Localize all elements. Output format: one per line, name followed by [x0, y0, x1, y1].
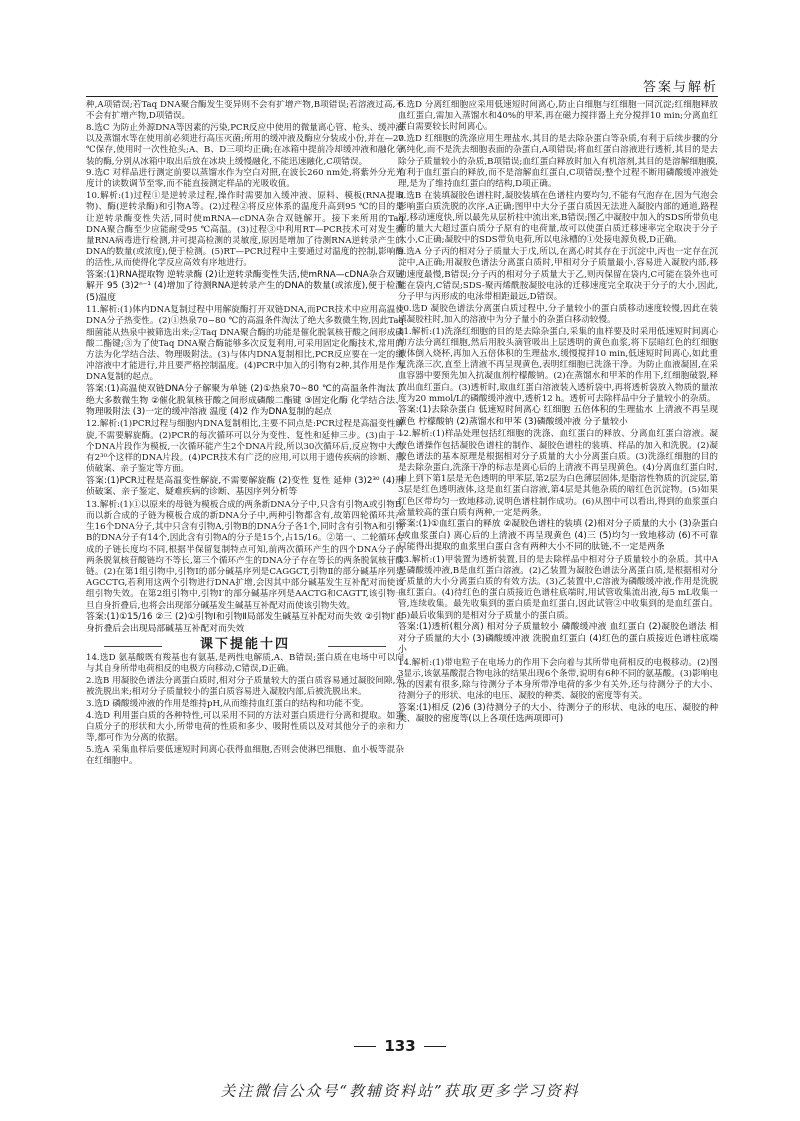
answer-item: 种,A项错误;若Taq DNA聚合酶发生变异则不会有扩增产物,B项错误;若溶液过高,不不会有扩增产物,D项错误。 [86, 100, 404, 122]
answer-item: 14.选D 氨基酸既有羧基也有氨基,是两性电解质,A、B错误;蛋白质在电场中可以向与其自身所带电荷相反的电极方向移动,C错误,D正确。 [86, 653, 404, 675]
answer-item: 3.选D 磷酸缓冲液的作用是维持pH,从而维持血红蛋白的结构和功能不变。 [86, 699, 369, 710]
answer-key: 答案:(1)RNA提取物 逆转录酶 (2)让逆转录酶变性失活,使mRNA—cDNA杂合双链解开 95 (3)2ⁿ⁻¹ (4)增加了待测RNA逆转录产生的DNA的数量(或浓度),便于检测 (5)温度 [86, 270, 404, 303]
answer-item: 2.选B 用凝胶色谱法分离蛋白质时,相对分子质量较大的蛋白质容易通过凝胶间隙,先被洗脱出来;相对分子质量较小的蛋白质容易进入凝胶内部,后被洗脱出来。 [86, 676, 404, 698]
page-number-dash [424, 1046, 446, 1047]
page-number-dash [354, 1046, 376, 1047]
section-subheading: 课下提能十四 [86, 639, 404, 650]
answer-item: 12.解析:(1)样品处理包括红细胞的洗涤、血红蛋白的释放、分离血红蛋白溶液。凝胶色谱操作包括凝胶色谱柱的制作、凝胶色谱柱的装填、样品的加入和洗脱。(2)凝胶色谱法的基本原理是根据相对分子质量的大小分离蛋白质。(3)洗涤红细胞的目的是去除杂蛋白,洗涤干净的标志是离心后的上清液不再呈现黄色。(4)分离血红蛋白时,由上到下第1层是无色透明的甲苯层,第2层为白色薄层固体,是脂溶性物质的沉淀层,第3层是红色透明液体,这是血红蛋白溶液,第4层是其他杂质的暗红色沉淀物。(5)如果红色区带均匀一致地移动,说明色谱柱制作成功。(6)从图中可以看出,得到的血浆蛋白含量较高的蛋白质有两种,一定是两条。 [398, 429, 718, 518]
answer-key: 答案:(1)去除杂蛋白 低速短时间离心 红细胞 五倍体积的生理盐水 上清液不再呈现黄色 柠檬酸钠 (2)蒸馏水和甲苯 (3)磷酸缓冲液 分子量较小 [398, 405, 718, 427]
answer-item: 10.选D 凝胶色谱法分离蛋白质过程中,分子量较小的蛋白质移动速度较慢,因此在装填凝胶柱时,加入的溶液中为分子量小的杂蛋白移动较慢。 [398, 303, 718, 325]
answer-item: 9.选C 对样品进行测定前要以蒸馏水作为空白对照,在波长260 nm处,将紫外分光光度计的读数调节至零,而不能直接测定样品的光吸收值。 [86, 168, 404, 190]
answer-item: 10.解析:(1)过程①是逆转录过程,操作时需要加入缓冲液、原料、模板(RNA提取物)、酶(逆转录酶)和引物A等。(2)过程②将反应体系的温度升高到95 ℃的目的是让逆转录酶变性失活,同时使mRNA—cDNA杂合双链解开。接下来所用的Taq DNA聚合酶至少应能耐受95 ℃高温。(3)过程③中利用RT—PCR技术可对发生微量RNA病毒进行检测,并可提高检测的灵敏度,原因是增加了待测RNA逆转录产生的DNA的数量(或浓度),便于检测。(5)RT—PCR过程中主要通过对温度的控制,影响酶的活性,从而使得化学反应高效有序地进行。 [86, 191, 404, 269]
answer-item: 13.解析:(1)甲装置为透析装置,目的是去除样品中相对分子质量较小的杂质。其中A是磷酸缓冲液,B是血红蛋白溶液。(2)乙装置为凝胶色谱法分离蛋白质,是根据相对分子质量的大小分离蛋白质的有效方法。(3)乙装置中,C溶液为磷酸缓冲液,作用是洗脱血红蛋白。(4)待红色的蛋白质接近色谱柱底端时,用试管收集流出液,每5 mL收集一管,连续收集。最先收集到的蛋白质是血红蛋白,因此试管②中收集到的是血红蛋白。(5)最后收集到的是相对分子质量小的蛋白质。 [398, 554, 718, 621]
answer-item: 8.选C 为防止外源DNA等因素的污染,PCR反应中使用的微量离心管、枪头、缓冲液以及蒸馏水等在使用前必须进行高压灭菌;所用的缓冲液及酶应分装成小份,并在—20 ℃保存,使用时一次性抢头;A、B、D三项均正确;在冰箱中提前冷却缓冲液和融化分装的酶,分别从冰箱中取出后放在冰块上缓慢融化,不能迅速融化,C项错误。 [86, 122, 404, 167]
section-title: 答案与解析 [642, 80, 718, 95]
answer-key: 答案:(1)相反 (2)6 (3)待测分子的大小、待测分子的形状、电泳的电压、凝胶的种类、凝胶的密度等(以上各项任选两项即可) [398, 702, 718, 725]
answer-key: 答案:(1)高温使双链DNA分子解聚为单链 (2)①热泉70~80 ℃的高温条件淘汰了绝大多数微生物 ②催化脱氧核苷酸之间形成磷酸二酯键 ③固定化酶 化学结合法、物理吸附法 (3)一定的缓冲溶液 温度 (4)2 作为DNA复制的起点 [86, 384, 404, 417]
answer-item: 6.选D 分离红细胞应采用低速短时间离心,防止白细胞与红细胞一同沉淀;红细胞释放血红蛋白,需加入蒸馏水和40%的甲苯,再在磁力搅拌器上充分搅拌10 min;分离血红蛋白需要较长时间离心。 [398, 100, 718, 133]
answer-key: 答案:(1)①15/16 ②三 (2)①引物Ⅰ和引物Ⅱ局部发生碱基互补配对而失效 ②引物Ⅰ′自身折叠后会出现局部碱基互补配对而失效 [86, 612, 404, 634]
page-number [0, 1037, 800, 1055]
left-column [86, 100, 404, 1020]
answer-key: 答案:(1)PCR过程是高温变性解旋,不需要解旋酶 (2)变性 复性 延伸 (3)2³⁰ (4)刑侦破案、亲子鉴定、疑难疾病的诊断、基因序列分析等 [86, 475, 404, 498]
answer-item: 5.选A 采集血样后要低速短时间离心获得血细胞,否则会使淋巴细胞、血小板等混杂在红细胞中。 [86, 744, 404, 767]
answer-item: 7.选D 红细胞的洗涤应用生理盐水,其目的是去除杂蛋白等杂质,有利于后续步骤的分离纯化,而不是洗去细胞表面的杂蛋白,A项错误;将血红蛋白溶液进行透析,其目的是去除分子质量较小的杂质,B项错误;血红蛋白释放时加入有机溶剂,其目的是溶解细胞膜,有利于血红蛋白的释放,而不是溶解血红蛋白,C项错误;整个过程不断用磷酸缓冲液处理,是为了维持血红蛋白的结构,D项正确。 [398, 134, 718, 189]
answer-item: 12.解析:(1)PCR过程与细胞内DNA复制相比,主要不同点是:PCR过程是高温变性解旋,不需要解旋酶。(2)PCR的每次循环可以分为变性、复性和延伸三步。(3)由于一个DNA片段作为模板,一次循环能产生2个DNA片段,所以30次循环后,反应物中大约有2³⁰个这样的DNA片段。(4)PCR技术有广泛的应用,可以用于遗传疾病的诊断、刑侦破案、亲子鉴定等方面。 [86, 419, 404, 475]
footer-promo: 关注微信公众号“教辅资料站”获取更多学习资料 [220, 1082, 580, 1100]
answer-item: 11.解析:(1)洗涤红细胞的目的是去除杂蛋白,采集的血样要及时采用低速短时间离心的方法分离红细胞,然后用胶头滴管吸出上层透明的黄色血浆,将下层暗红色的红细胞液体倒入烧杯,再加入五倍体积的生理盐水,缓慢搅拌10 min,低速短时间离心,如此重复洗涤三次,直至上清液不再呈现黄色,表明红细胞已洗涤干净。为防止血液凝固,在采血容器中要预先加入抗凝血剂柠檬酸钠。(2)在蒸馏水和甲苯的作用下,红细胞破裂,释放出血红蛋白。(3)透析时,取血红蛋白溶液装入透析袋中,再将透析袋放入物质的量浓度为20 mmol/L的磷酸缓冲液中,透析12 h。透析可去除样品中分子量较小的杂质。 [398, 326, 718, 404]
answer-item: 13.解析:(1)①以原来的母链为模板合成的两条新DNA分子中,只含有引物A或引物B,而以新合成的子链为模板合成的新DNA分子中,两种引物都含有,故第四轮循环共产生16个DNA分子,其中只含有引物A,引物B的DNA分子各1个,同时含有引物A和引物B的DNA分子有14个,因此含有引物A的分子是15个,占15/16。②第一、二轮循环合成的子链长度均不同,根据半保留复制特点可知,前两次循环产生的四个DNA分子的两条脱氧核苷酸链均不等长,第三个循环产生的DNA分子存在等长的两条脱氧核苷酸链。(2)在第1组引物中,引物Ⅰ的部分碱基序列是CAGGCT,引物Ⅱ的部分碱基序列是AGCCTG,若利用这两个引物进行DNA扩增,会因其中部分碱基发生互补配对而使该组引物失效。在第2组引物中,引物Ⅰ′的部分碱基序列是AACTG和CAGTT,该引物一旦自身折叠后,也将会出现部分碱基发生碱基互补配对而使该引物失效。 [86, 499, 404, 611]
answer-item: 11.解析:(1)体内DNA复制过程中用解旋酶打开双链DNA,而PCR技术中应用高温使DNA分子热变性。(2)①热泉70~80 ℃的高温条件淘汰了绝大多数微生物,因此Taq细菌能从热泉中被筛选出来;②Taq DNA聚合酶的功能是催化脱氧核苷酸之间形成磷酸二酯键;③为了使Taq DNA聚合酶能够多次反复利用,可采用固定化酶技术,常用的方法为化学结合法、物理吸附法。(3)与体内DNA复制相比,PCR反应要在一定的缓冲溶液中才能进行,并且要严格控制温度。(4)PCR中加入的引物有2种,其作用是作为DNA复制的起点。 [86, 305, 404, 383]
answer-key: 答案:(1)①血红蛋白的释放 ②凝胶色谱柱的装填 (2)相对分子质量的大小 (3)杂蛋白(或血浆蛋白) 离心后的上清液不再呈现黄色 (4)三 (5)均匀一致地移动 (6)不可靠 只能得出提取的血浆里白蛋白含有两种大小不同的肽链,不一定是两条 [398, 519, 718, 553]
answer-key: 答案:(1)透析(粗分离) 相对分子质量较小 磷酸缓冲液 血红蛋白 (2)凝胶色谱法 相对分子质量的大小 (3)磷酸缓冲液 洗脱血红蛋白 (4)红色的蛋白质接近色谱柱底端 小 [398, 622, 718, 656]
page-number-text: 133 [384, 1037, 416, 1055]
answer-item: 9.选A 分子丙的相对分子质量大于戊,所以,在离心时其存在于沉淀中,丙也一定存在沉淀中,A正确;用凝胶色谱法分离蛋白质时,甲相对分子质量最小,容易进入凝胶内部,移动速度最慢,B错误;分子丙的相对分子质量大于乙,则丙保留在袋内,C可能在袋外也可能在袋内,C错误;SDS-聚丙烯酰胺凝胶电泳的迁移速度完全取决于分子的大小,因此,分子甲与丙形成的电泳带相距最远,D错误。 [398, 247, 718, 302]
header-rule [86, 96, 718, 97]
answer-item: 14.解析:(1)带电粒子在电场力的作用下会向着与其所带电荷相反的电极移动。(2)图3显示,该氨基酸混合物电泳的结果出现6个条带,说明有6种不同的氨基酸。(3)影响电泳的因素有很多,除与待测分子本身所带净电荷的多少有关外,还与待测分子的大小、待测分子的形状、电泳的电压、凝胶的种类、凝胶的密度等有关。 [398, 657, 718, 702]
right-column [398, 100, 718, 1020]
answer-item: 8.选B 在装填凝胶色谱柱时,凝胶装填在色谱柱内要均匀,不能有气泡存在,因为气泡会影响蛋白质洗脱的次序,A正确;图甲中大分子蛋白质因无法进入凝胶内部的通道,路程短,移动速度快,所以最先从层析柱中流出来,B错误;图乙中凝胶中加入的SDS所带负电荷的量大大超过蛋白质分子原有的电荷量,故可以使蛋白质迁移速率完全取决于分子大小,C正确;凝胶中的SDS带负电荷,所以电泳槽的①处接电源负极,D正确。 [398, 190, 718, 246]
answer-item: 4.选D 利用蛋白质的各种特性,可以采用不同的方法对蛋白质进行分离和提取。如蛋白质分子的形状和大小,所带电荷的性质和多少、吸附性质以及对其他分子的亲和力等,都可作为分离的依据。 [86, 710, 404, 744]
